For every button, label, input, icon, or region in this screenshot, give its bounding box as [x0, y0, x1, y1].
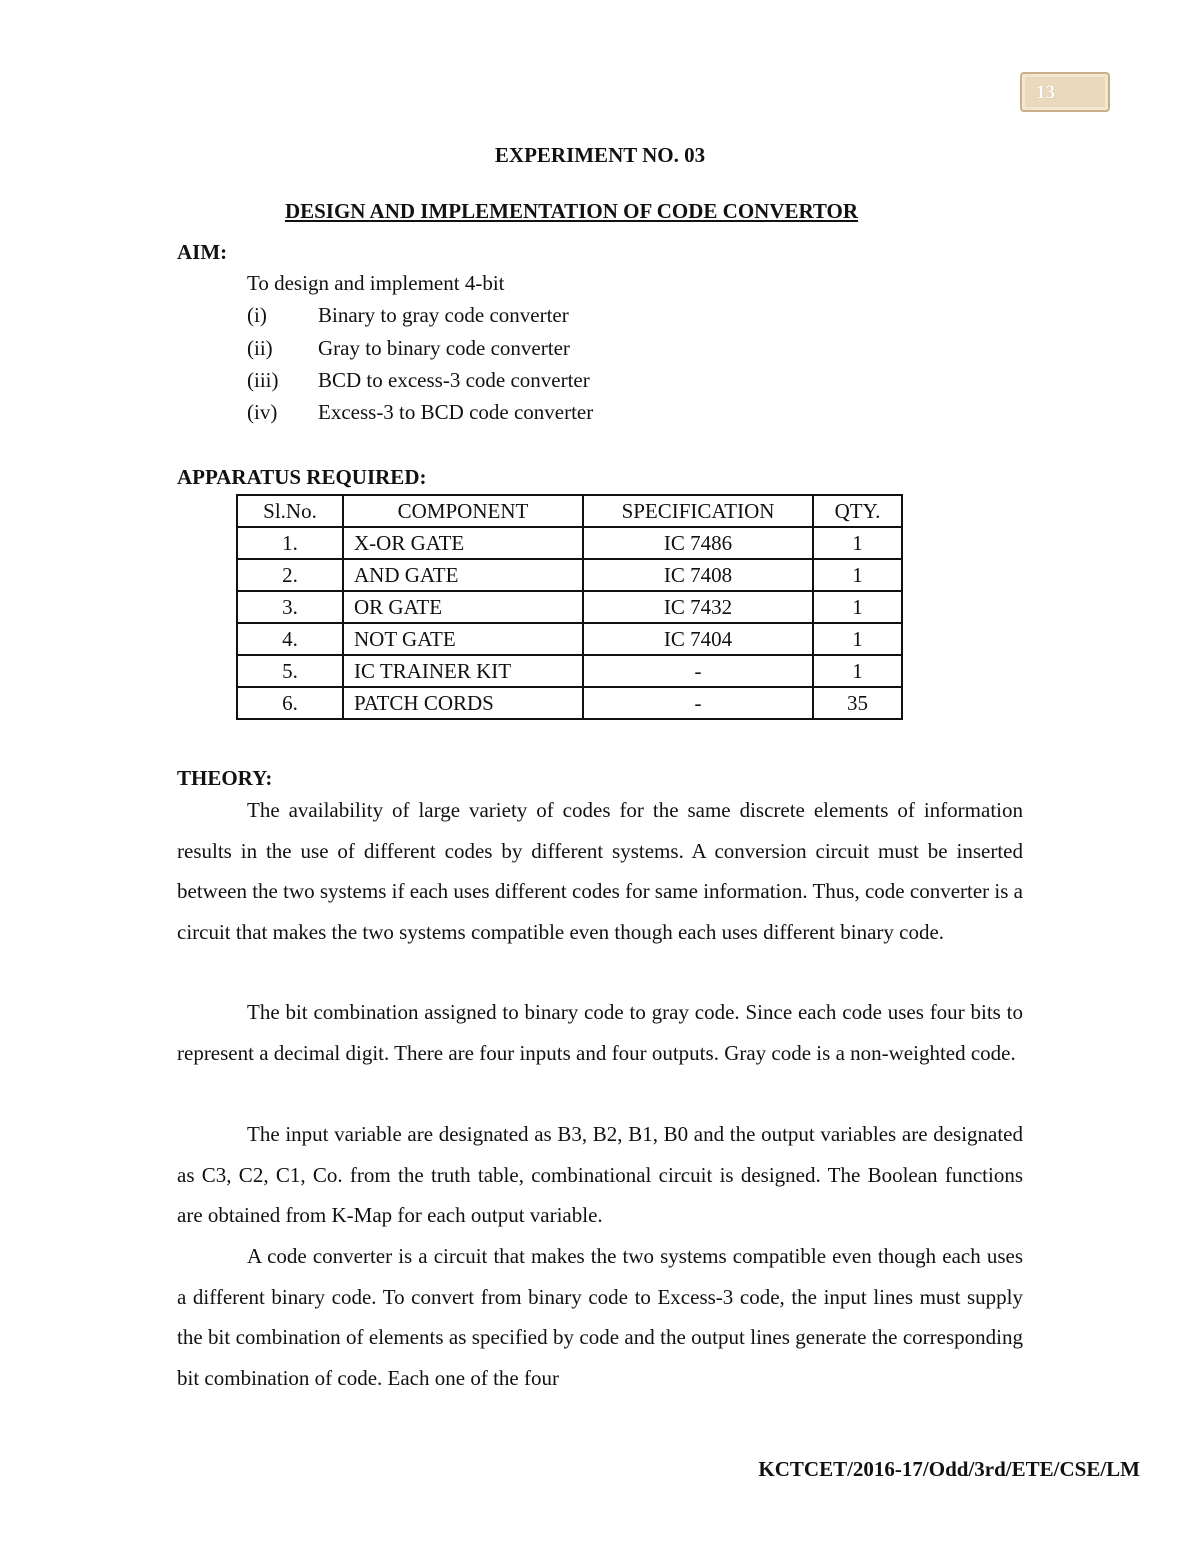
table-cell: AND GATE: [343, 559, 583, 591]
table-cell: IC 7404: [583, 623, 813, 655]
theory-paragraph: A code converter is a circuit that makes the two systems compatible even though each uses a different binary code. To convert from binary code to Excess-3 code, the input lines must supply the bit combination of elements as specified by code and the output lines generate the corresponding bit combination of code. Each one of the four: [177, 1244, 1023, 1390]
aim-item-number: (iii): [247, 368, 279, 392]
experiment-title: EXPERIMENT NO. 03: [494, 143, 706, 167]
theory-paragraph: The availability of large variety of codes for the same discrete elements of information results in the use of different codes by different systems. A conversion circuit must be inserted between the two systems if each uses different codes for same information. Thus, code converter is a circuit that makes the two systems compatible even though each uses different binary code.: [177, 798, 1023, 944]
table-row: [237, 655, 902, 687]
table-cell: PATCH CORDS: [343, 687, 583, 719]
table-cell: 4.: [237, 623, 343, 655]
table-cell: IC 7408: [583, 559, 813, 591]
table-cell: -: [583, 655, 813, 687]
header-cell: COMPONENT: [343, 495, 583, 527]
table-cell: OR GATE: [343, 591, 583, 623]
theory-paragraph: The input variable are designated as B3, B2, B1, B0 and the output variables are designated as C3, C2, C1, Co. from the truth table, combinational circuit is designed. The Boolean functions are obtained from K-Map for each output variable.: [177, 1122, 1023, 1227]
table-row: [237, 591, 902, 623]
aim-heading: AIM:: [177, 240, 228, 264]
table-cell: 2.: [237, 559, 343, 591]
table-cell: X-OR GATE: [343, 527, 583, 559]
table-row: [237, 687, 902, 719]
apparatus-heading: APPARATUS REQUIRED:: [177, 465, 427, 489]
theory-heading: THEORY:: [177, 766, 273, 790]
table-cell: IC TRAINER KIT: [343, 655, 583, 687]
table-row: [237, 559, 902, 591]
table-cell: 1: [813, 655, 902, 687]
experiment-subtitle: DESIGN AND IMPLEMENTATION OF CODE CONVERTOR: [284, 199, 859, 223]
table-cell: 35: [813, 687, 902, 719]
table-cell: 1: [813, 623, 902, 655]
aim-item-text: Binary to gray code converter: [318, 303, 569, 327]
table-cell: IC 7486: [583, 527, 813, 559]
table-cell: 3.: [237, 591, 343, 623]
table-cell: 1: [813, 527, 902, 559]
aim-item-number: (iv): [247, 400, 278, 424]
header-cell: Sl.No.: [237, 495, 343, 527]
table-header-row: [237, 495, 902, 527]
apparatus-table: [236, 494, 903, 720]
table-row: [237, 623, 902, 655]
header-cell: SPECIFICATION: [583, 495, 813, 527]
aim-item-number: (ii): [247, 336, 273, 360]
aim-intro: To design and implement 4-bit: [247, 271, 505, 295]
table-cell: 1: [813, 591, 902, 623]
table-cell: 5.: [237, 655, 343, 687]
aim-item-text: BCD to excess-3 code converter: [318, 368, 590, 392]
table-row: [237, 527, 902, 559]
page-number-badge: [1020, 72, 1110, 112]
page-number: 13: [1036, 82, 1055, 103]
aim-item-text: Excess-3 to BCD code converter: [318, 400, 594, 424]
footer-code: KCTCET/2016-17/Odd/3rd/ETE/CSE/LM: [758, 1457, 1140, 1481]
table-cell: 6.: [237, 687, 343, 719]
header-cell: QTY.: [813, 495, 902, 527]
table-cell: -: [583, 687, 813, 719]
table-cell: IC 7432: [583, 591, 813, 623]
table-cell: 1: [813, 559, 902, 591]
table-cell: 1.: [237, 527, 343, 559]
theory-paragraph: The bit combination assigned to binary code to gray code. Since each code uses four bits to represent a decimal digit. There are four inputs and four outputs. Gray code is a non-weighted code.: [177, 1000, 1023, 1065]
table-cell: NOT GATE: [343, 623, 583, 655]
aim-item-text: Gray to binary code converter: [318, 336, 570, 360]
aim-item-number: (i): [247, 303, 267, 327]
